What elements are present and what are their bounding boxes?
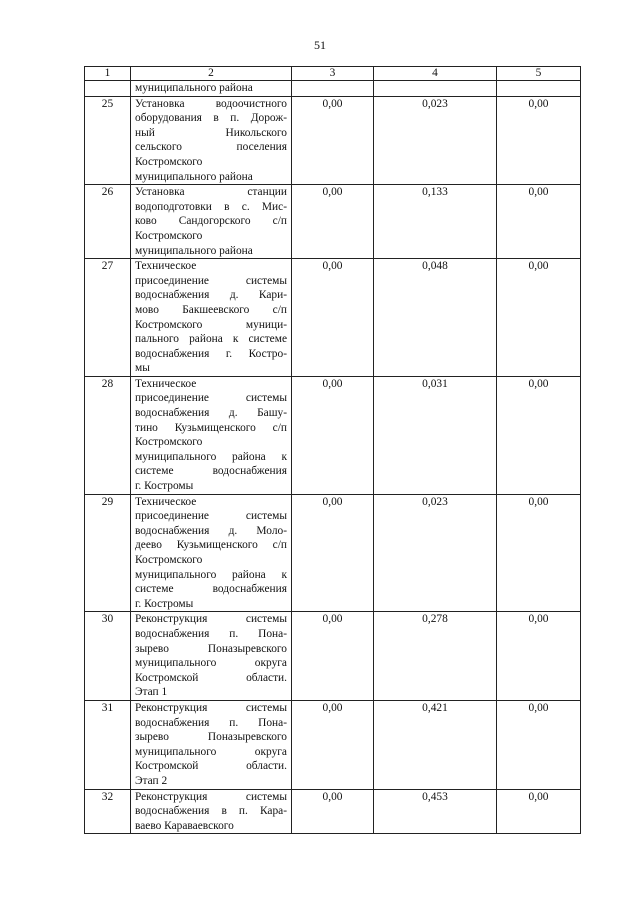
column-header-2: 2 (131, 67, 292, 81)
name-line: присоединение системы (135, 392, 287, 405)
name-line: Этап 1 (135, 686, 168, 699)
page-number: 51 (314, 38, 326, 52)
table-row (85, 185, 581, 259)
name-line: водоснабжения д. Башу- (135, 407, 287, 420)
name-line: ный Никольского (135, 126, 287, 139)
table-row (85, 789, 581, 834)
cell-name (131, 494, 292, 612)
name-line: присоединение системы (135, 510, 287, 523)
cell-col5: 0,00 (497, 376, 581, 494)
name-line: водоснабжения д. Моло- (135, 524, 287, 537)
cell-name (131, 376, 292, 494)
cell-number: 27 (85, 259, 131, 377)
name-line: водоподготовки в с. Мис- (135, 200, 287, 213)
name-line: Установка водоочистного (135, 97, 287, 110)
table-row (85, 376, 581, 494)
table-row (85, 96, 581, 185)
name-line: мы (135, 362, 150, 375)
column-header-3: 3 (292, 67, 374, 81)
cell-number: 32 (85, 789, 131, 834)
name-line: Этап 2 (135, 774, 168, 787)
cell-col5: 0,00 (497, 494, 581, 612)
cell-number (85, 81, 131, 97)
cell-number: 30 (85, 612, 131, 701)
name-line: Техническое (135, 260, 197, 273)
name-line: Костромского (135, 229, 203, 242)
name-line: присоединение системы (135, 274, 287, 287)
table-body (85, 81, 581, 834)
continuation-row (85, 81, 581, 97)
cell-number: 26 (85, 185, 131, 259)
name-line: муниципального района (135, 244, 253, 257)
name-line: мово Бакшеевского с/п (135, 303, 287, 316)
name-line: Установка станции (135, 186, 287, 199)
name-line: тино Кузьмищенского с/п (135, 421, 287, 434)
cell-col4: 0,048 (374, 259, 497, 377)
cell-col3: 0,00 (292, 376, 374, 494)
cell-col4: 0,453 (374, 789, 497, 834)
name-line: зырево Поназыревского (135, 731, 287, 744)
name-line: Реконструкция системы (135, 790, 287, 803)
name-line: водоснабжения в п. Кара- (135, 805, 287, 818)
cell-col3: 0,00 (292, 789, 374, 834)
table-row (85, 700, 581, 789)
cell-number: 28 (85, 376, 131, 494)
data-table (84, 66, 581, 834)
cell-name (131, 789, 292, 834)
cell-col4: 0,278 (374, 612, 497, 701)
name-line: Реконструкция системы (135, 613, 287, 626)
cell-col5: 0,00 (497, 96, 581, 185)
name-line: оборудования в п. Дорож- (135, 112, 287, 125)
cell-name (131, 185, 292, 259)
name-line: пального района к системе (135, 333, 287, 346)
cell-name (131, 81, 292, 97)
name-line: водоснабжения п. Пона- (135, 716, 287, 729)
name-line: муниципального района (135, 170, 253, 183)
cell-col3: 0,00 (292, 259, 374, 377)
name-line: г. Костромы (135, 597, 194, 610)
name-line: муниципального округа (135, 657, 287, 670)
cell-col3: 0,00 (292, 700, 374, 789)
name-line: Техническое (135, 377, 197, 390)
name-line: системе водоснабжения (135, 583, 287, 596)
cell-name (131, 96, 292, 185)
cell-col4: 0,031 (374, 376, 497, 494)
table-row (85, 494, 581, 612)
name-line: муниципального округа (135, 745, 287, 758)
cell-number: 25 (85, 96, 131, 185)
name-line: муниципального района к (135, 450, 287, 463)
name-line: Костромского муници- (135, 318, 287, 331)
cell-col3: 0,00 (292, 185, 374, 259)
cell-number: 31 (85, 700, 131, 789)
name-line: зырево Поназыревского (135, 642, 287, 655)
cell-col4 (374, 81, 497, 97)
name-line: деево Кузьмищенского с/п (135, 539, 287, 552)
column-header-4: 4 (374, 67, 497, 81)
cell-col5: 0,00 (497, 700, 581, 789)
cell-col5: 0,00 (497, 259, 581, 377)
name-line: сельского поселения (135, 141, 287, 154)
column-header-5: 5 (497, 67, 581, 81)
name-line: водоснабжения г. Костро- (135, 347, 287, 360)
cell-col3: 0,00 (292, 612, 374, 701)
name-line: водоснабжения п. Пона- (135, 627, 287, 640)
cell-col4: 0,023 (374, 96, 497, 185)
cell-col4: 0,421 (374, 700, 497, 789)
cell-col4: 0,023 (374, 494, 497, 612)
cell-col3 (292, 81, 374, 97)
name-line: муниципального района (135, 82, 253, 94)
table-row (85, 259, 581, 377)
name-line: муниципального района к (135, 568, 287, 581)
name-line: Костромской области. (135, 760, 287, 773)
name-line: Костромского (135, 155, 203, 168)
cell-col5: 0,00 (497, 789, 581, 834)
column-header-1: 1 (85, 67, 131, 81)
name-line: Техническое (135, 495, 197, 508)
name-line: Реконструкция системы (135, 701, 287, 714)
cell-name (131, 612, 292, 701)
name-line: Костромского (135, 554, 203, 566)
cell-number: 29 (85, 494, 131, 612)
name-line: ково Сандогорского с/п (135, 215, 287, 228)
name-line: Костромской области. (135, 671, 287, 684)
name-line: Костромского (135, 436, 203, 449)
name-line: системе водоснабжения (135, 465, 287, 478)
cell-col3: 0,00 (292, 494, 374, 612)
cell-col5: 0,00 (497, 185, 581, 259)
cell-name (131, 700, 292, 789)
cell-col5: 0,00 (497, 612, 581, 701)
cell-col4: 0,133 (374, 185, 497, 259)
name-line: водоснабжения д. Кари- (135, 289, 287, 302)
cell-col5 (497, 81, 581, 97)
name-line: г. Костромы (135, 480, 194, 493)
name-line: ваево Караваевского (135, 819, 234, 832)
cell-col3: 0,00 (292, 96, 374, 185)
cell-name (131, 259, 292, 377)
header-row (85, 67, 581, 81)
table-row (85, 612, 581, 701)
